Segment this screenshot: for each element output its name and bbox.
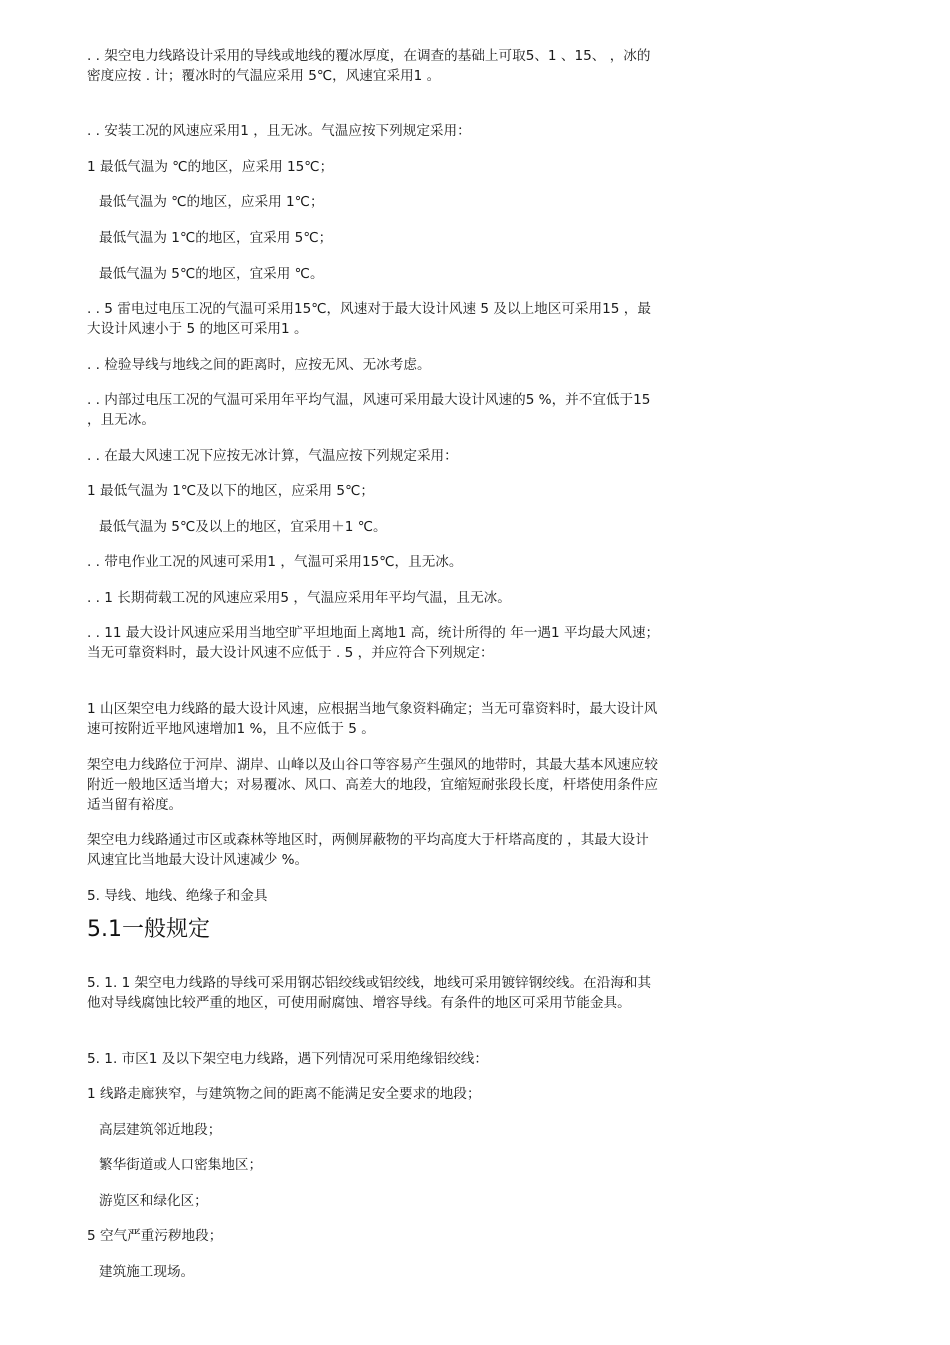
list-item-temperature-2: 最低气温为 ℃的地区，应采用 1℃； xyxy=(99,194,324,210)
paragraph-internal-overvoltage: . . 内部过电压工况的气温可采用年平均气温，风速可采用最大设计风速的5 %，并不宜低于15 ，且无冰。 xyxy=(87,392,651,428)
list-item-pollution: 5 空气严重污秽地段； xyxy=(87,1228,223,1244)
paragraph-ice-thickness: . . 架空电力线路设计采用的导线或地线的覆冰厚度，在调查的基础上可取5、1 、15、 ，冰的密度应按 . 计；覆冰时的气温应采用 5℃，风速宜采用1 。 xyxy=(87,48,651,84)
list-item-temperature-3: 最低气温为 1℃的地区，宜采用 5℃； xyxy=(99,230,333,246)
chapter-title: 5. 导线、地线、绝缘子和金具 xyxy=(87,888,268,904)
paragraph-conductor-types: 5. 1. 1 架空电力线路的导线可采用钢芯铝绞线或铝绞线，地线可采用镀锌钢绞线。在沿海和其他对导线腐蚀比较严重的地区，可使用耐腐蚀、增容导线。有条件的地区可采用节能金具。 xyxy=(87,975,652,1011)
paragraph-insulated-conductor: 5. 1. 市区1 及以下架空电力线路，遇下列情况可采用绝缘铝绞线： xyxy=(87,1051,488,1067)
list-item-temperature-4: 最低气温为 5℃的地区，宜采用 ℃。 xyxy=(99,266,324,282)
list-item-parks: 游览区和绿化区； xyxy=(99,1193,208,1209)
paragraph-lightning-overvoltage: . . 5 雷电过电压工况的气温可采用15℃，风速对于最大设计风速 5 及以上地区可采用15 ，最大设计风速小于 5 的地区可采用1 。 xyxy=(87,301,651,337)
paragraph-conductor-distance: . . 检验导线与地线之间的距离时，应按无风、无冰考虑。 xyxy=(87,357,431,373)
paragraph-installation-wind: . . 安装工况的风速应采用1 ，且无冰。气温应按下列规定采用： xyxy=(87,123,471,139)
list-item-max-wind-temp-2: 最低气温为 5℃及以上的地区，宜采用＋1 ℃。 xyxy=(99,519,387,535)
paragraph-urban-forest: 架空电力线路通过市区或森林等地区时，两侧屏蔽物的平均高度大于杆塔高度的 ，其最大设计风速宜比当地最大设计风速减少 %。 xyxy=(87,832,649,868)
paragraph-max-wind-condition: . . 在最大风速工况下应按无冰计算，气温应按下列规定采用： xyxy=(87,448,458,464)
list-item-construction: 建筑施工现场。 xyxy=(99,1264,195,1280)
section-heading: 5.1一般规定 xyxy=(87,917,210,942)
list-item-max-wind-temp-1: 1 最低气温为 1℃及以下的地区，应采用 5℃； xyxy=(87,483,374,499)
list-item-narrow-corridor: 1 线路走廊狭窄，与建筑物之间的距离不能满足安全要求的地段； xyxy=(87,1086,481,1102)
list-item-high-rise: 高层建筑邻近地段； xyxy=(99,1122,222,1138)
paragraph-strong-wind-zones: 架空电力线路位于河岸、湖岸、山峰以及山谷口等容易产生强风的地带时，其最大基本风速应较附近一般地区适当增大；对易覆冰、风口、高差大的地段，宜缩短耐张段长度，杆塔使用条件应适当留有裕度。 xyxy=(87,757,658,813)
paragraph-long-term-load: . . 1 长期荷载工况的风速应采用5 ，气温应采用年平均气温，且无冰。 xyxy=(87,590,511,606)
list-item-busy-streets: 繁华街道或人口密集地区； xyxy=(99,1157,263,1173)
list-item-mountain-wind: 1 山区架空电力线路的最大设计风速，应根据当地气象资料确定；当无可靠资料时，最大设计风速可按附近平地风速增加1 %，且不应低于 5 。 xyxy=(87,701,658,737)
paragraph-max-design-wind: . . 11 最大设计风速应采用当地空旷平坦地面上离地1 高，统计所得的 年一遇1 平均最大风速；当无可靠资料时，最大设计风速不应低于 . 5 ，并应符合下列规定： xyxy=(87,625,660,661)
paragraph-live-working: . . 带电作业工况的风速可采用1 ，气温可采用15℃，且无冰。 xyxy=(87,554,463,570)
list-item-temperature-1: 1 最低气温为 ℃的地区，应采用 15℃； xyxy=(87,159,334,175)
